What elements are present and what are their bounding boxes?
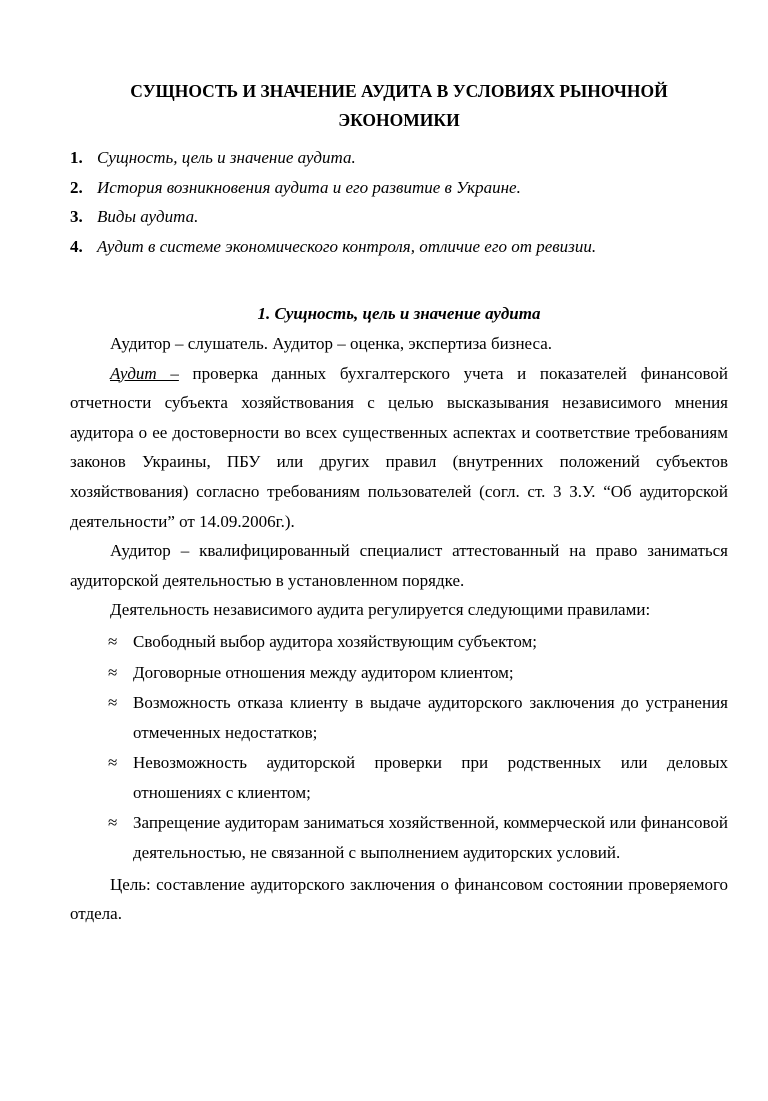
audit-definition-text: проверка данных бухгалтерского учета и показателей финансовой отчетности субъекта хозяйствования с целью высказывания независимого мнения аудитора о ее достоверности во всех существенных аспектах и соответствие требованиям законов Украины, ПБУ или других правил (внутренних положений субъектов хозяйствования) согласно требованиям пользователей (согл. ст. 3 З.У. “Об аудиторской деятельности” от 14.09.2006г.). (70, 363, 728, 531)
toc-item-number: 4. (70, 236, 83, 256)
toc-item-number: 3. (70, 207, 83, 227)
list-item-text: Возможность отказа клиенту в выдаче аудиторского заключения до устранения отмеченных недостатков; (133, 693, 728, 742)
paragraph-goal: Цель: составление аудиторского заключения о финансовом состоянии проверяемого отдела. (70, 874, 728, 924)
list-item (70, 808, 728, 867)
paragraph-audit-definition (70, 359, 728, 537)
section-heading: 1. Сущность, цель и значение аудита (257, 304, 541, 324)
bullet-icon: ≈ (108, 662, 118, 682)
list-item (70, 627, 728, 657)
list-item (70, 658, 728, 688)
list-item (70, 688, 728, 747)
toc-item (70, 143, 728, 173)
bullet-icon: ≈ (108, 753, 118, 773)
list-item-text: Договорные отношения между аудитором клиентом; (133, 662, 514, 682)
paragraph-auditor-definition: Аудитор – квалифицированный специалист аттестованный на право заниматься аудиторской деятельностью в установленном порядке. (70, 541, 728, 590)
bullet-icon: ≈ (108, 631, 118, 651)
list-item-text: Невозможность аудиторской проверки при родственных или деловых отношениях с клиентом; (133, 753, 728, 802)
title-line-1: СУЩНОСТЬ И ЗНАЧЕНИЕ АУДИТА В УСЛОВИЯХ РЫНОЧНОЙ (130, 81, 668, 101)
document-page (0, 77, 768, 1101)
rules-list (70, 627, 728, 868)
toc-item-number: 1. (70, 148, 83, 167)
bullet-icon: ≈ (108, 693, 118, 713)
list-item-text: Запрещение аудиторам заниматься хозяйственной, коммерческой или финансовой деятельностью, не связанной с выполнением аудиторских условий. (133, 813, 728, 863)
toc-item (70, 173, 728, 203)
toc-item-text: Аудит в системе экономического контроля, отличие его от ревизии. (97, 236, 597, 256)
title-line-2: ЭКОНОМИКИ (338, 110, 460, 130)
toc-item-number: 2. (70, 177, 83, 197)
list-item (70, 748, 728, 807)
table-of-contents (70, 143, 728, 261)
list-item-text: Свободный выбор аудитора хозяйствующим субъектом; (133, 631, 537, 651)
toc-item-text: Сущность, цель и значение аудита. (97, 148, 356, 167)
toc-item-text: История возникновения аудита и его развитие в Украине. (97, 177, 521, 197)
audit-term: Аудит – (110, 363, 179, 383)
document-title (70, 77, 728, 135)
paragraph-rules-intro: Деятельность независимого аудита регулируется следующими правилами: (110, 600, 651, 620)
toc-item-text: Виды аудита. (97, 207, 199, 227)
toc-item (70, 202, 728, 232)
bullet-icon: ≈ (108, 813, 118, 833)
paragraph-auditor-listener: Аудитор – слушатель. Аудитор – оценка, экспертиза бизнеса. (110, 333, 553, 353)
toc-item (70, 232, 728, 262)
